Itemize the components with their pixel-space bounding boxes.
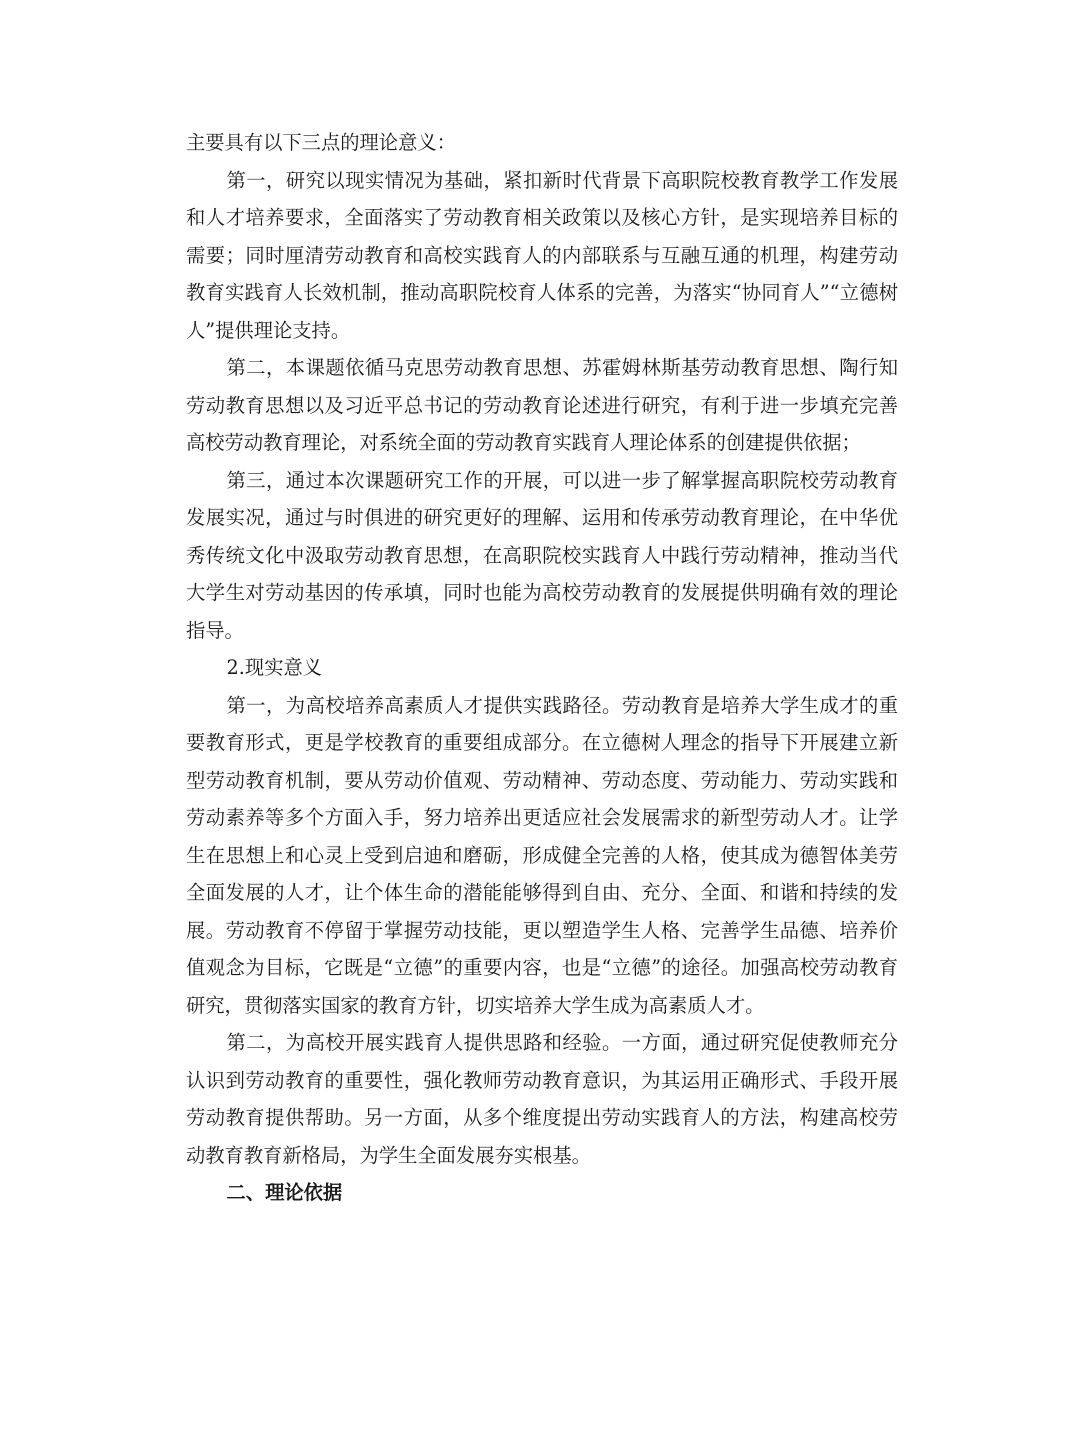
theory-point-1: 第一，研究以现实情况为基础，紧扣新时代背景下高职院校教育教学工作发展和人才培养要求，全面落实了劳动教育相关政策以及核心方针，是实现培养目标的需要；同时厘清劳动教育和高校实践育人的内部联系与互融互通的机理，构建劳动教育实践育人长效机制，推动高职院校育人体系的完善，为落实“协同育人”“立德树人”提供理论支持。 — [186, 168, 898, 342]
intro-paragraph: 主要具有以下三点的理论意义： — [186, 131, 456, 154]
section-heading-theoretical-basis: 二、理论依据 — [226, 1181, 343, 1204]
practical-point-2: 第二，为高校开展实践育人提供思路和经验。一方面，通过研究促使教师充分认识到劳动教育的重要性，强化教师劳动教育意识，为其运用正确形式、手段开展劳动教育提供帮助。另一方面，从多个维度提出劳动实践育人的方法，构建高校劳动教育教育新格局，为学生全面发展夯实根基。 — [186, 1031, 898, 1167]
practical-point-1: 第一，为高校培养高素质人才提供实践路径。劳动教育是培养大学生成才的重要教育形式，更是学校教育的重要组成部分。在立德树人理念的指导下开展建立新型劳动教育机制，要从劳动价值观、劳动精神、劳动态度、劳动能力、劳动实践和劳动素养等多个方面入手，努力培养出更适应社会发展需求的新型劳动人才。让学生在思想上和心灵上受到启迪和磨砺，形成健全完善的人格，使其成为德智体美劳全面发展的人才，让个体生命的潜能能够得到自由、充分、全面、和谐和持续的发展。劳动教育不停留于掌握劳动技能，更以塑造学生人格、完善学生品德、培养价值观念为目标，它既是“立德”的重要内容，也是“立德”的途径。加强高校劳动教育研究，贯彻落实国家的教育方针，切实培养大学生成为高素质人才。 — [186, 693, 898, 1017]
document-page — [186, 124, 898, 1212]
theory-point-2: 第二，本课题依循马克思劳动教育思想、苏霍姆林斯基劳动教育思想、陶行知劳动教育思想以及习近平总书记的劳动教育论述进行研究，有利于进一步填充完善高校劳动教育理论，对系统全面的劳动教育实践育人理论体系的创建提供依据； — [186, 356, 898, 454]
practical-significance-heading: 2.现实意义 — [226, 656, 323, 679]
theory-point-3: 第三，通过本次课题研究工作的开展，可以进一步了解掌握高职院校劳动教育发展实况，通过与时俱进的研究更好的理解、运用和传承劳动教育理论，在中华优秀传统文化中汲取劳动教育思想，在高职院校实践育人中践行劳动精神，推动当代大学生对劳动基因的传承填，同时也能为高校劳动教育的发展提供明确有效的理论指导。 — [186, 468, 898, 642]
